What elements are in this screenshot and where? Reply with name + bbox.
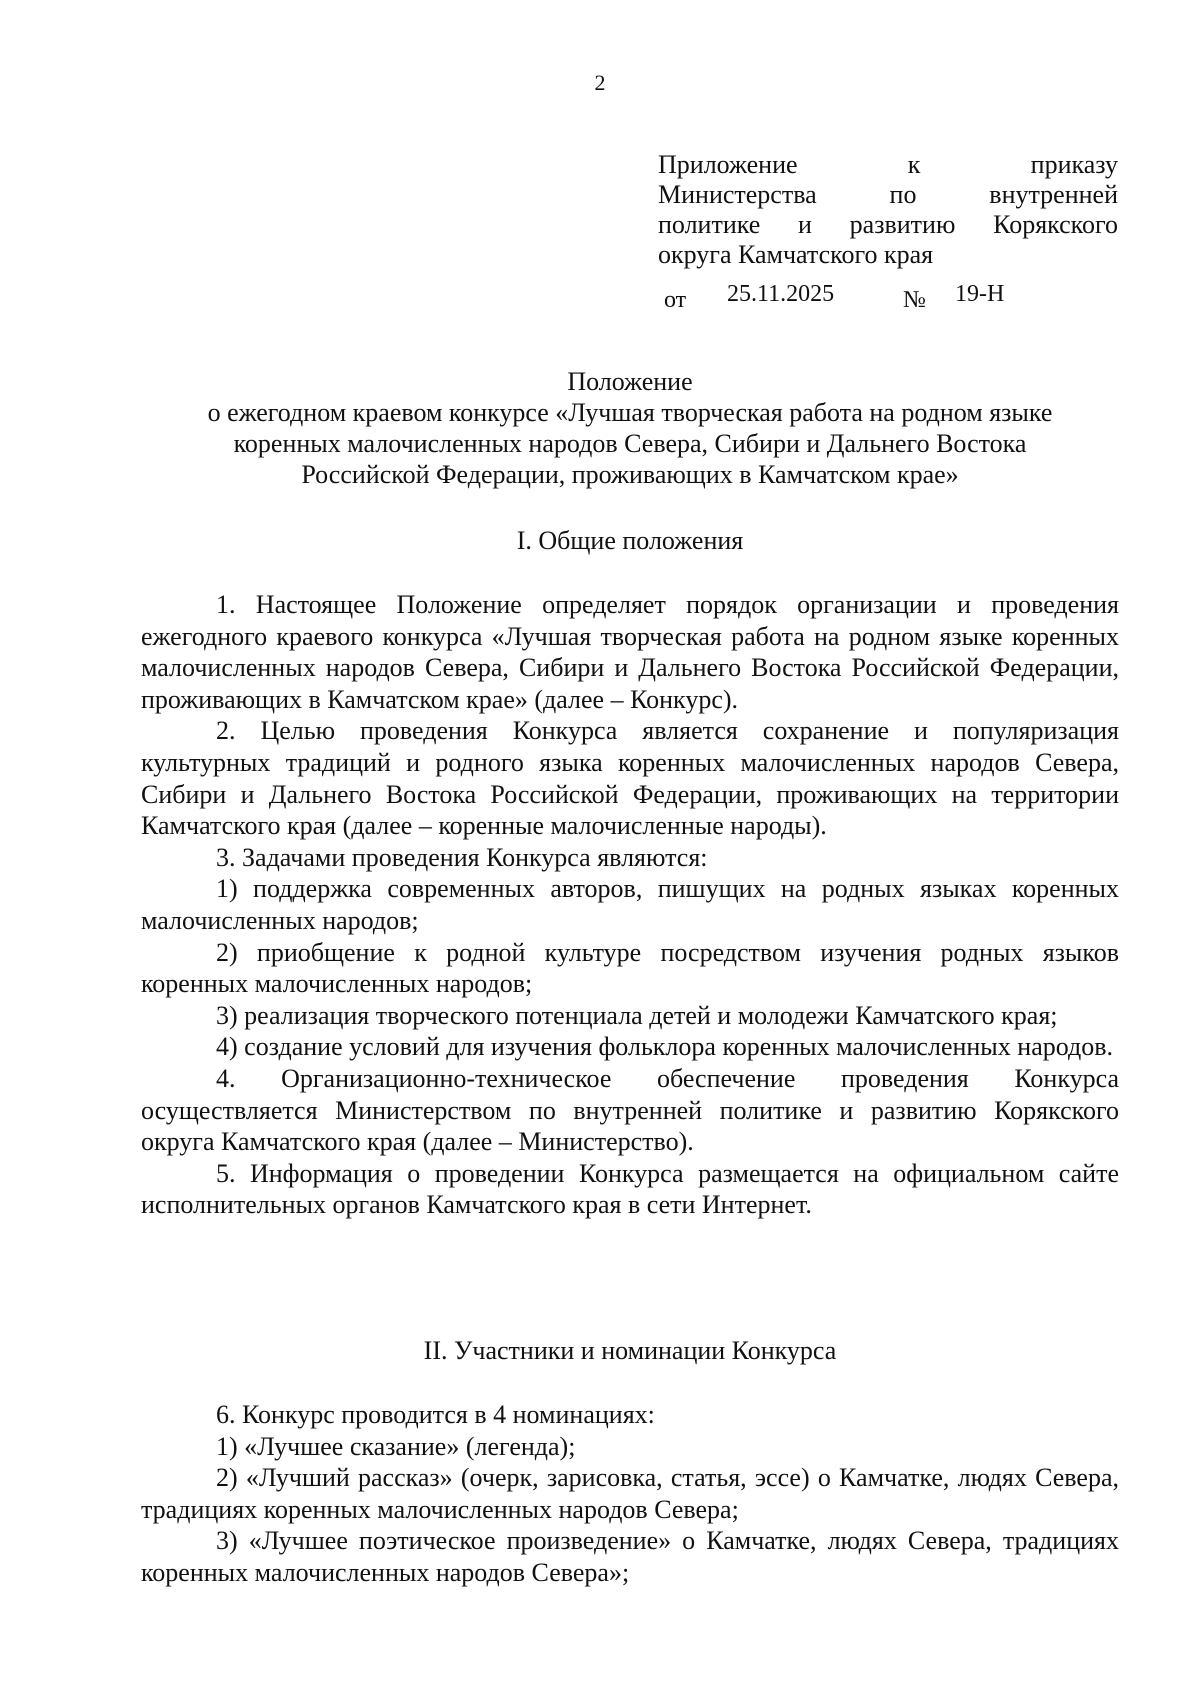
paragraph: 5. Информация о проведении Конкурса размещается на официальном сайте исполнительных органов Камчатского края в сети Интернет.	[141, 1158, 1119, 1220]
paragraph: 3) реализация творческого потенциала детей и молодежи Камчатского края;	[216, 1000, 1058, 1030]
title-line: коренных малочисленных народов Севера, Сибири и Дальнего Востока	[233, 429, 1027, 458]
number-label: №	[903, 287, 926, 313]
title-line: Российской Федерации, проживающих в Камчатском крае»	[301, 460, 959, 489]
section-heading: II. Участники и номинации Конкурса	[423, 1336, 837, 1365]
section-body	[141, 1399, 1119, 1589]
paragraph: 3. Задачами проведения Конкурса являются:	[216, 842, 708, 872]
paragraph: 4) создание условий для изучения фольклора коренных малочисленных народов.	[216, 1032, 1113, 1062]
date-label: от	[664, 287, 687, 313]
paragraph: 4. Организационно-техническое обеспечение проведения Конкурса осуществляется Министерством по внутренней политике и развитию Корякского округа Камчатского края (далее – Министерство).	[141, 1063, 1119, 1157]
paragraph: 3) «Лучшее поэтическое произведение» о Камчатке, людях Севера, традициях коренных малочисленных народов Севера»;	[141, 1526, 1119, 1587]
appendix-line: политике и развитию Корякского	[658, 210, 1118, 239]
paragraph: 6. Конкурс проводится в 4 номинациях:	[216, 1400, 655, 1429]
number-value: 19-Н	[955, 281, 1005, 307]
paragraph: 1. Настоящее Положение определяет порядок организации и проведения ежегодного краевого конкурса «Лучшая творческая работа на родном языке коренных малочисленных народов Севера, Сибири и Дальнего Востока Российской Федерации, проживающих в Камчатском крае» (далее – Конкурс).	[141, 590, 1119, 714]
title-line: Положение	[567, 367, 693, 396]
paragraph: 2. Целью проведения Конкурса является сохранение и популяризация культурных традиций и родного языка коренных малочисленных народов Севера, Сибири и Дальнего Востока Российской Федерации, проживающих на территории Камчатского края (далее – коренные малочисленные народы).	[141, 716, 1119, 841]
section-body	[141, 589, 1119, 1221]
paragraph: 2) приобщение к родной культуре посредством изучения родных языков коренных малочисленных народов;	[141, 937, 1119, 999]
date-value: 25.11.2025	[727, 281, 835, 307]
document-title	[140, 366, 1120, 490]
section-heading: I. Общие положения	[516, 526, 744, 555]
paragraph: 1) поддержка современных авторов, пишущих на родных языках коренных малочисленных народов;	[141, 874, 1119, 935]
page-number: 2	[594, 70, 606, 95]
appendix-line: округа Камчатского края	[658, 240, 934, 269]
title-line: о ежегодном краевом конкурсе «Лучшая творческая работа на родном языке	[207, 398, 1053, 427]
appendix-line: Министерства по внутренней	[658, 180, 1118, 209]
appendix-block	[658, 150, 1118, 270]
paragraph: 2) «Лучший рассказ» (очерк, зарисовка, статья, эссе) о Камчатке, людях Севера, традициях коренных малочисленных народов Севера;	[141, 1463, 1119, 1524]
appendix-line: Приложение к приказу	[658, 150, 1118, 179]
paragraph: 1) «Лучшее сказание» (легенда);	[216, 1431, 576, 1461]
